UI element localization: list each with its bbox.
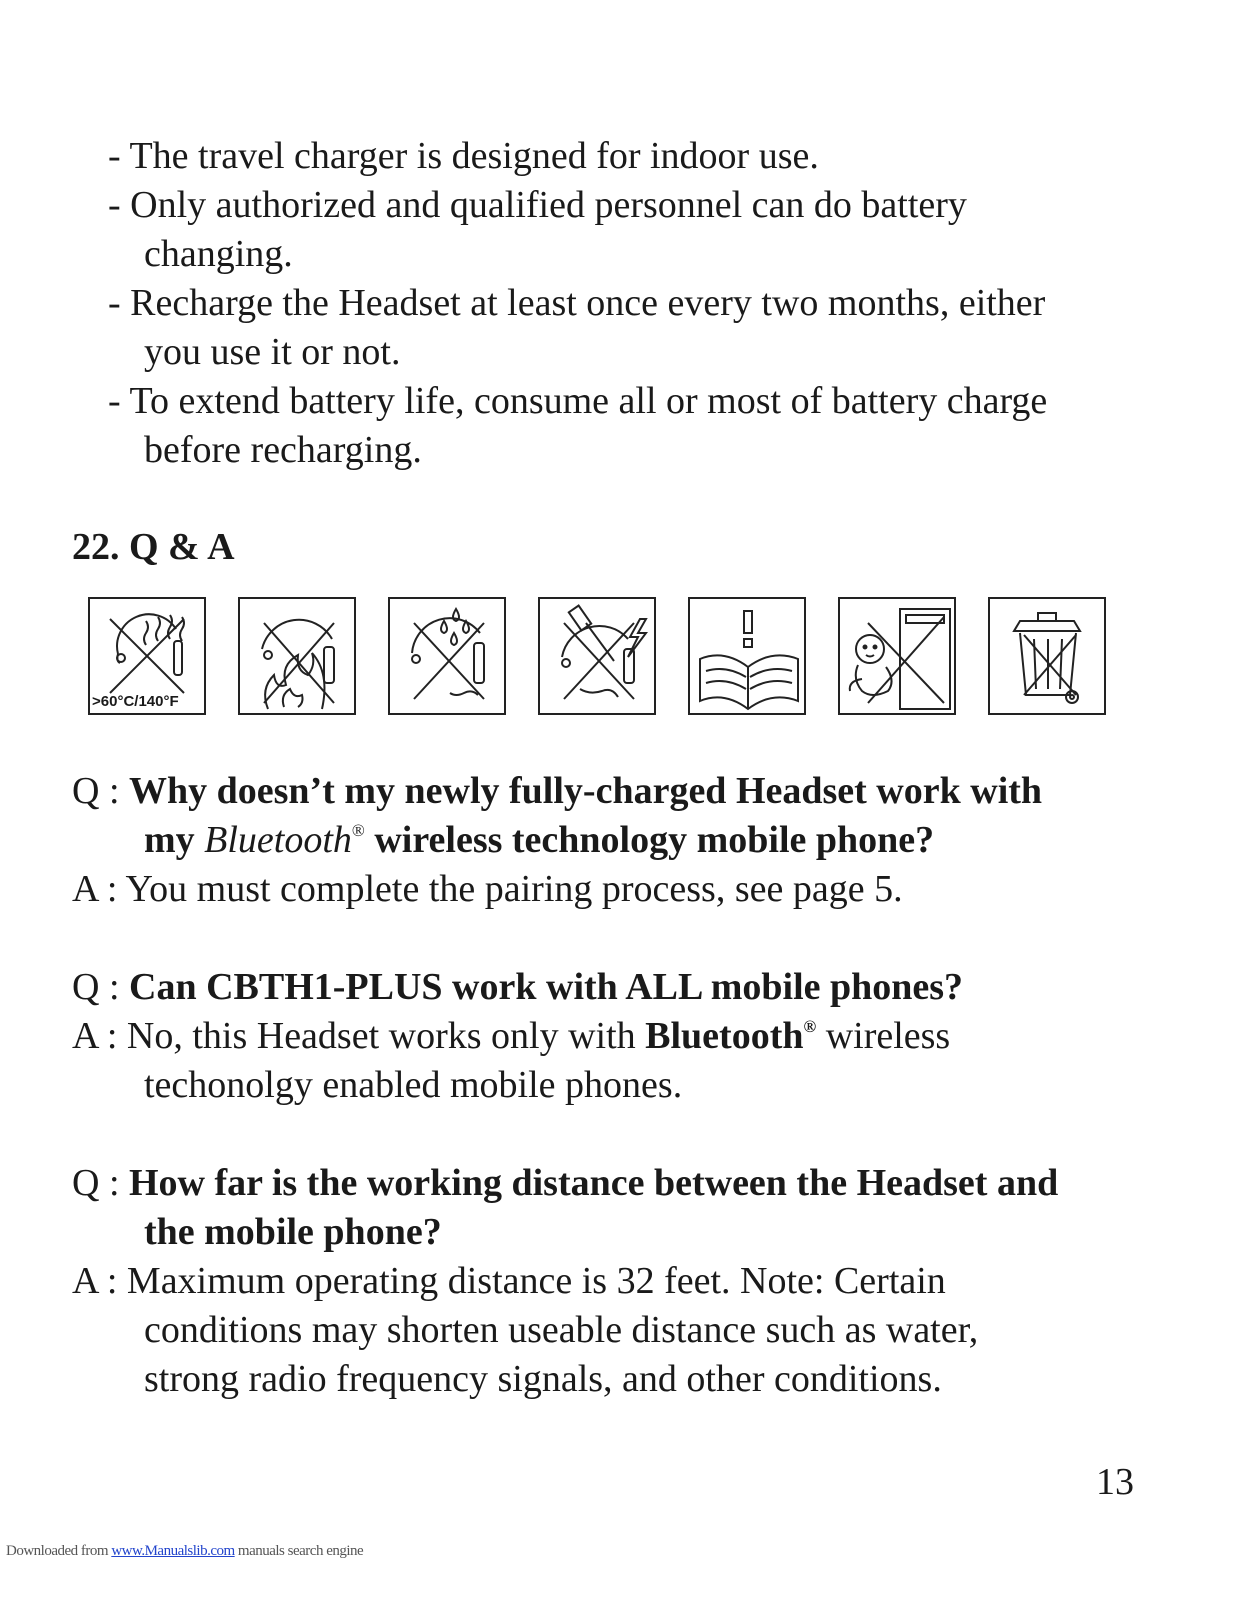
no-fire-icon: [238, 597, 356, 715]
bullet-item-recharge-cont: you use it or not.: [144, 331, 401, 373]
no-high-temperature-icon: [88, 597, 206, 715]
question-1-line-1: Q : Why doesn’t my newly fully-charged Headset work with: [72, 770, 1043, 812]
bullet-item-battery-life-cont: before recharging.: [144, 429, 422, 471]
question-3-line-1: Q : How far is the working distance between the Headset and: [72, 1162, 1059, 1204]
manualslib-link[interactable]: www.Manualslib.com: [111, 1543, 235, 1559]
keep-away-from-children-icon: [838, 597, 956, 715]
read-manual-icon: [688, 597, 806, 715]
download-footer: [6, 1542, 363, 1560]
no-trash-disposal-icon: [988, 597, 1106, 715]
page-number: 13: [1096, 1461, 1134, 1503]
answer-3-line-1: A : Maximum operating distance is 32 feet. Note: Certain: [72, 1260, 946, 1302]
answer-2-line-1: A : No, this Headset works only with Bluetooth® wireless: [72, 1015, 951, 1057]
section-title: 22. Q & A: [72, 526, 235, 568]
question-2-line-1: Q : Can CBTH1-PLUS work with ALL mobile phones?: [72, 966, 964, 1008]
answer-3-line-3: strong radio frequency signals, and other conditions.: [144, 1358, 942, 1400]
answer-2-line-2: techonolgy enabled mobile phones.: [144, 1064, 683, 1106]
bullet-item-battery-life: - To extend battery life, consume all or most of battery charge: [108, 380, 1048, 422]
no-water-icon: [388, 597, 506, 715]
footer-suffix: manuals search engine: [234, 1543, 364, 1559]
temperature-limit-label: >60°C/140°F: [92, 693, 179, 710]
no-disassembly-electric-icon: [538, 597, 656, 715]
bullet-item-battery-changing: - Only authorized and qualified personnel can do battery: [108, 184, 967, 226]
bullet-item-indoor-use: - The travel charger is designed for indoor use.: [108, 135, 819, 177]
bullet-item-battery-changing-cont: changing.: [144, 233, 293, 275]
answer-1-line-1: A : You must complete the pairing process, see page 5.: [72, 868, 903, 910]
question-1-line-2: my Bluetooth® wireless technology mobile phone?: [144, 819, 935, 861]
footer-prefix: Downloaded from: [6, 1543, 112, 1559]
bullet-item-recharge: - Recharge the Headset at least once every two months, either: [108, 282, 1046, 324]
answer-3-line-2: conditions may shorten useable distance such as water,: [144, 1309, 979, 1351]
question-3-line-2: the mobile phone?: [144, 1211, 442, 1253]
